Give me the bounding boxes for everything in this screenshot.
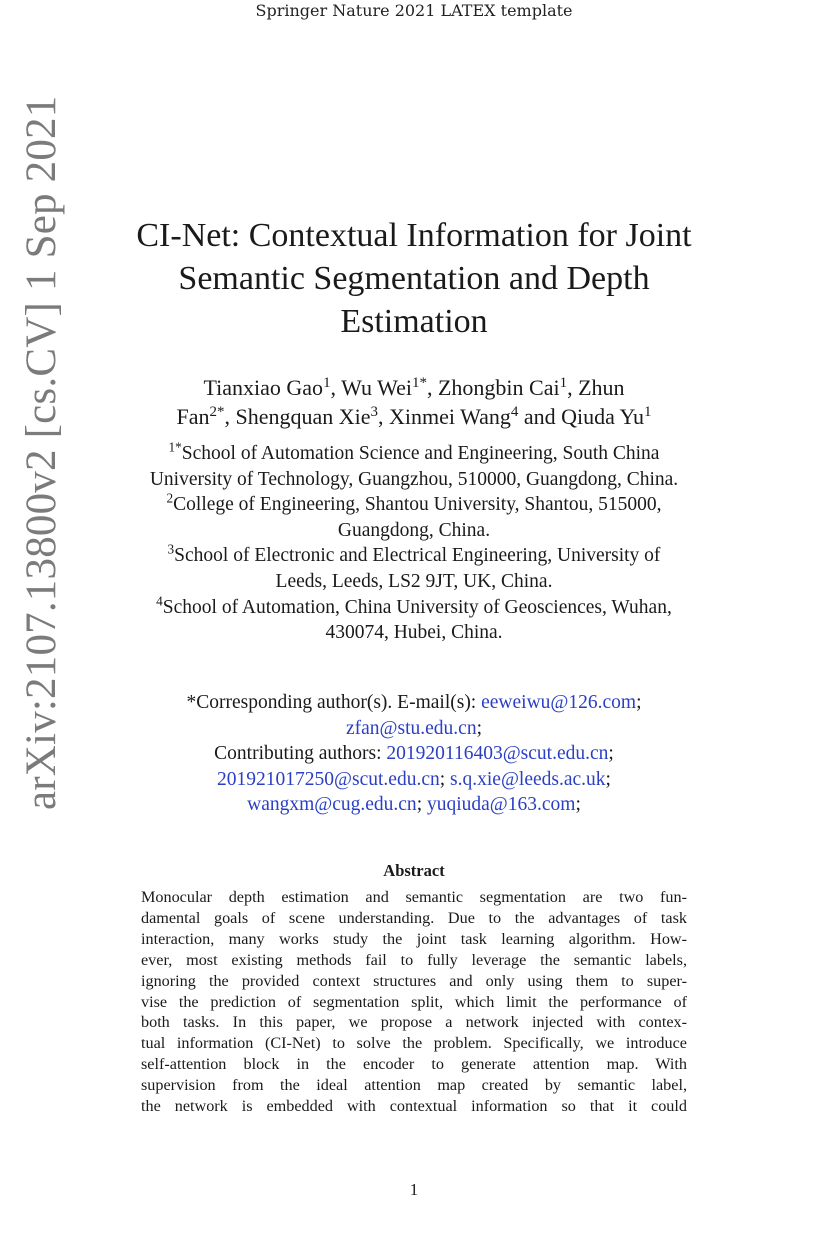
author-line — [110, 373, 718, 402]
separator: ; — [605, 768, 611, 790]
correspondence-line — [110, 767, 718, 793]
email-link[interactable]: 201921017250@scut.edu.cn — [217, 768, 440, 790]
separator: ; — [476, 717, 482, 739]
author-affil-mark: 4 — [510, 403, 519, 420]
corresponding-label: *Corresponding author(s). E-mail(s): — [186, 692, 482, 713]
correspondence-line — [110, 741, 718, 767]
affiliation-line — [90, 595, 738, 621]
abstract-line: interaction, many works study the joint task learning algorithm. How- — [141, 929, 687, 948]
author-affil-mark: 3 — [370, 403, 378, 420]
email-link[interactable]: wangxm@cug.edu.cn — [247, 794, 417, 815]
paper-title — [110, 214, 718, 343]
author-affil-mark: 1* — [412, 374, 427, 391]
abstract-line: damental goals of scene understanding. Due to the advantages of task — [141, 908, 687, 927]
abstract-line: supervision from the ideal attention map created by semantic label, — [141, 1076, 687, 1095]
email-link[interactable]: eeweiwu@126.com — [481, 692, 637, 713]
affiliation-line — [90, 492, 738, 518]
separator: ; — [439, 768, 446, 790]
running-head — [0, 1, 828, 21]
separator: ; — [608, 743, 614, 764]
affiliation-mark: 1* — [168, 439, 182, 455]
separator: ; — [575, 794, 581, 815]
affiliation-text: School of Electronic and Electrical Engineering, University of — [174, 545, 661, 567]
affiliation-text: College of Engineering, Shantou University, Shantou, 515000, — [173, 494, 662, 516]
contributing-label: Contributing authors: — [214, 743, 387, 764]
separator: ; — [636, 692, 642, 713]
email-link[interactable]: s.q.xie@leeds.ac.uk — [450, 768, 606, 790]
author-name: , Shengquan Xie — [224, 404, 371, 429]
author-affil-mark: 1 — [644, 403, 652, 420]
author-name: , Zhongbin Cai — [426, 375, 560, 400]
arxiv-identifier-stamp: arXiv:2107.13800v2 [cs.CV] 1 Sep 2021 — [18, 95, 65, 810]
abstract-line: both tasks. In this paper, we propose a network injected with contex- — [141, 1013, 687, 1032]
author-name: , Xinmei Wang — [377, 404, 511, 429]
affiliation-line: Leeds, Leeds, LS2 9JT, UK, China. — [275, 570, 553, 592]
affiliation — [90, 543, 738, 594]
affiliation-mark: 4 — [156, 593, 163, 609]
affiliation-text: School of Automation Science and Engineering, South China — [181, 443, 660, 464]
abstract-line: tual information (CI-Net) to solve the problem. Specifically, we introduce — [141, 1034, 687, 1053]
author-name: and Qiuda Yu — [518, 404, 644, 429]
abstract-heading: Abstract — [383, 861, 445, 880]
affiliation — [90, 441, 738, 492]
abstract-line: vise the prediction of segmentation split, which limit the performance of — [141, 992, 687, 1011]
affiliation — [90, 492, 738, 543]
author-name: Tianxiao Gao — [203, 375, 324, 400]
affiliation-mark: 2 — [166, 490, 174, 506]
author-name: , Wu Wei — [330, 375, 413, 400]
title-line: Estimation — [340, 303, 488, 340]
author-list — [110, 373, 718, 431]
author-affil-mark: 2* — [209, 403, 225, 420]
abstract-body — [141, 887, 687, 1117]
author-affil-mark: 1 — [323, 374, 331, 391]
correspondence-line — [110, 792, 718, 818]
title-line: Semantic Segmentation and Depth — [178, 260, 650, 297]
affiliation-line — [90, 441, 738, 467]
running-head-text: Springer Nature 2021 LATEX template — [255, 1, 573, 20]
author-name: , Zhun — [567, 375, 625, 400]
author-name: Fan — [176, 404, 210, 429]
email-link[interactable]: yuqiuda@163.com — [426, 794, 576, 815]
abstract-line: ever, most existing methods fail to fully leverage the semantic labels, — [141, 950, 687, 969]
affiliation-text: School of Automation, China University of Geosciences, Wuhan, — [162, 596, 672, 618]
affiliation-mark: 3 — [167, 542, 175, 558]
correspondence-block — [110, 690, 718, 818]
abstract-line: Monocular depth estimation and semantic segmentation are two fun- — [141, 888, 687, 906]
author-line — [110, 402, 718, 431]
separator: ; — [416, 794, 423, 815]
abstract-line: ignoring the provided context structures and only using them to super- — [141, 971, 687, 990]
affiliation-line: Guangdong, China. — [337, 519, 491, 541]
affiliation-line: 430074, Hubei, China. — [325, 622, 503, 644]
author-affil-mark: 1 — [559, 374, 568, 391]
title-line: CI-Net: Contextual Information for Joint — [136, 217, 692, 254]
affiliation — [90, 595, 738, 646]
affiliation-line: University of Technology, Guangzhou, 510000, Guangdong, China. — [149, 468, 679, 490]
page-number: 1 — [409, 1180, 419, 1199]
abstract-line: the network is embedded with contextual information so that it could — [141, 1097, 687, 1116]
affiliation-list — [90, 441, 738, 646]
correspondence-line — [110, 690, 718, 716]
abstract-line: self-attention block in the encoder to generate attention map. With — [141, 1055, 687, 1074]
email-link[interactable]: zfan@stu.edu.cn — [346, 717, 477, 739]
affiliation-line — [90, 543, 738, 569]
correspondence-line — [110, 716, 718, 742]
email-link[interactable]: 201920116403@scut.edu.cn — [386, 743, 609, 764]
